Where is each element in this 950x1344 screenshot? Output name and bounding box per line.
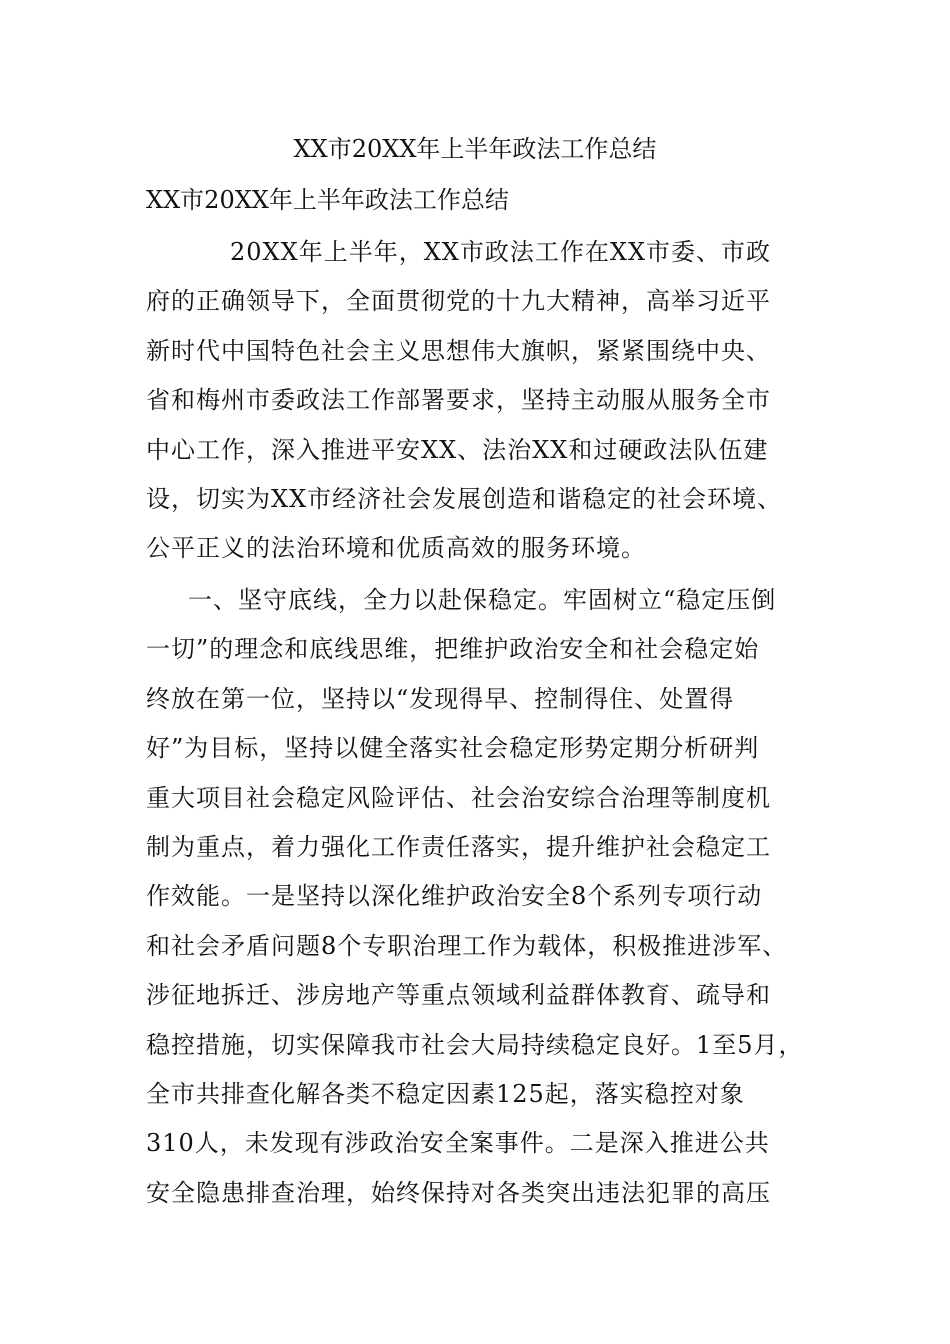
- paragraph-line: 一切”的理念和底线思维，把维护政治安全和社会稳定始: [146, 635, 760, 664]
- paragraph-line: 中心工作，深入推进平安XX、法治XX和过硬政法队伍建: [146, 435, 769, 464]
- paragraph-line: 一、坚守底线，全力以赴保稳定。牢固树立“稳定压倒: [188, 586, 777, 614]
- paragraph-line: 重大项目社会稳定风险评估、社会治安综合治理等制度机: [146, 783, 771, 812]
- paragraph-line: 新时代中国特色社会主义思想伟大旗帜，紧紧围绕中央、: [146, 336, 771, 365]
- document-subtitle: XX市20XX年上半年政法工作总结: [146, 186, 509, 214]
- paragraph-line: 安全隐患排查治理，始终保持对各类突出违法犯罪的高压: [146, 1178, 771, 1207]
- paragraph-line: 和社会矛盾问题8个专职治理工作为载体，积极推进涉军、: [146, 931, 788, 960]
- paragraph-line: 府的正确领导下，全面贯彻党的十九大精神，高举习近平: [146, 287, 771, 316]
- paragraph-line: 终放在第一位，坚持以“发现得早、控制得住、处置得: [146, 684, 735, 713]
- paragraph-line: 公平正义的法治环境和优质高效的服务环境。: [146, 534, 646, 563]
- paragraph-line: 全市共排查化解各类不稳定因素125起，落实稳控对象: [146, 1079, 745, 1108]
- paragraph-line: 稳控措施，切实保障我市社会大局持续稳定良好。1至5月，: [146, 1030, 804, 1059]
- paragraph-section-one: [146, 576, 836, 1218]
- paragraph-line: 作效能。一是坚持以深化维护政治安全8个系列专项行动: [146, 882, 763, 911]
- paragraph-line: 好”为目标，坚持以健全落实社会稳定形势定期分析研判: [146, 734, 760, 763]
- paragraph-line: 设，切实为XX市经济社会发展创造和谐稳定的社会环境、: [146, 484, 783, 513]
- paragraph-intro: [146, 228, 836, 574]
- paragraph-line: 省和梅州市委政法工作部署要求，坚持主动服从服务全市: [146, 386, 771, 415]
- paragraph-line: 制为重点，着力强化工作责任落实，提升维护社会稳定工: [146, 832, 771, 861]
- paragraph-line: 310人，未发现有涉政治安全案事件。二是深入推进公共: [146, 1129, 770, 1158]
- document-title: XX市20XX年上半年政法工作总结: [293, 135, 657, 163]
- paragraph-line: 20XX年上半年，XX市政法工作在XX市委、市政: [230, 238, 772, 266]
- paragraph-line: 涉征地拆迁、涉房地产等重点领域利益群体教育、疏导和: [146, 981, 771, 1010]
